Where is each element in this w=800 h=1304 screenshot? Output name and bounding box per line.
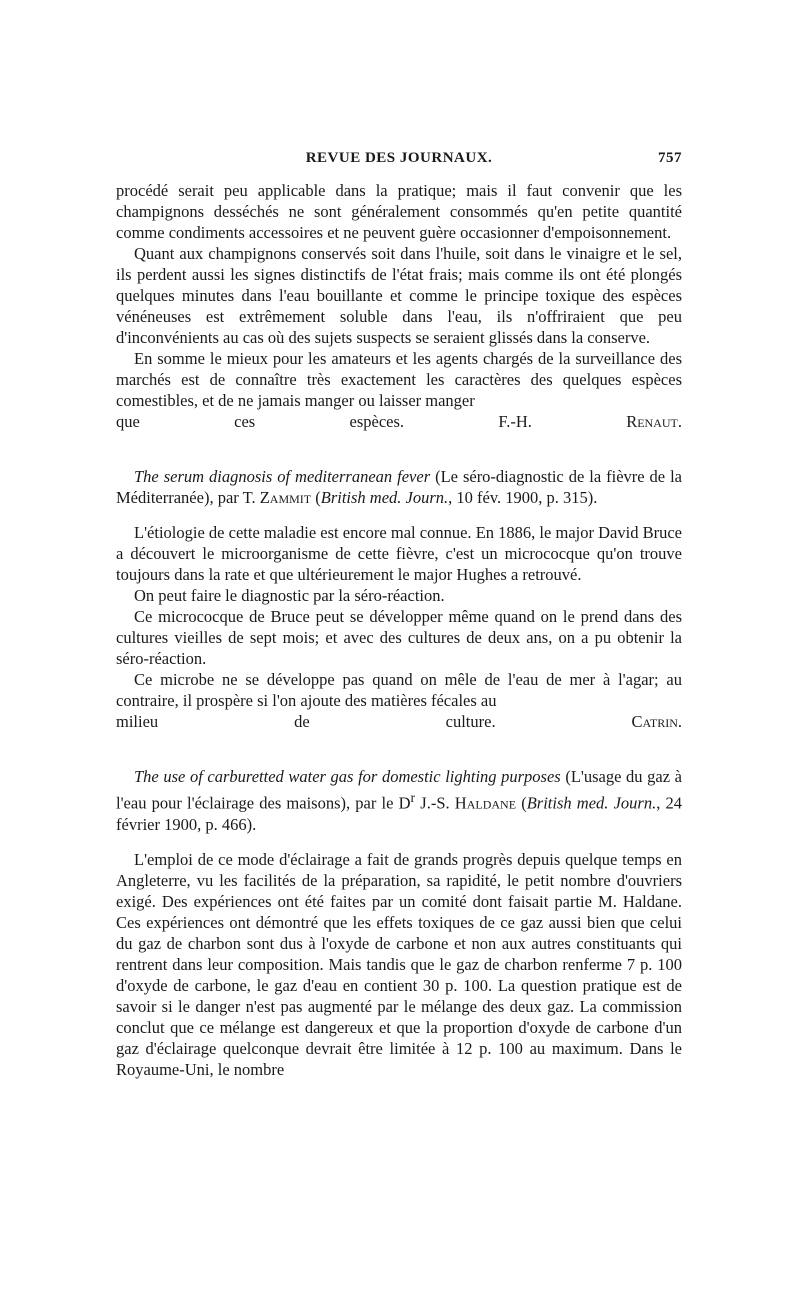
author: Haldane bbox=[454, 793, 517, 813]
paragraph: Ce micrococque de Bruce peut se développer même quand on le prend dans des cultures vieilles de sept mois; et avec des cultures de deux ans, on a pu obtenir la séro-réaction. bbox=[116, 607, 682, 668]
article-title: The use of carburetted water gas for domestic lighting purposes bbox=[134, 767, 561, 786]
paragraph: Quant aux champignons conservés soit dans l'huile, soit dans le vinaigre et le sel, ils perdent aussi les signes distinctifs de l'état frais; mais comme ils ont été plongés quelques minutes dans l'eau bouillante et comme le principe toxique des espèces vénéneuses est extrêmement soluble dans l'eau, ils n'offriraient que peu d'inconvénients au cas où des sujets suspects se seraient glissés dans la conserve. bbox=[116, 244, 682, 347]
paragraph: On peut faire le diagnostic par la séro-réaction. bbox=[134, 586, 445, 605]
paragraph: procédé serait peu applicable dans la pratique; mais il faut convenir que les champignons desséchés ne sont généralement consommés qu'en petite quantité comme condiments accessoires et ne peuvent guère occasionner d'empoisonnement. bbox=[116, 181, 682, 242]
running-head bbox=[116, 150, 682, 180]
article-champignons bbox=[116, 180, 682, 432]
paragraph: L'emploi de ce mode d'éclairage a fait de grands progrès depuis quelque temps en Angleterre, vu les facilités de la préparation, sa rapidité, le petit nombre d'ouvriers exigé. Des expériences ont été faites par un comité dont faisait partie M. Haldane. Ces expériences ont démontré que les effets toxiques de ce gaz aussi bien que celui du gaz de charbon sont dus à l'oxyde de carbone et non aux autres constituants qui rentrent dans leur composition. Mais tandis que le gaz de charbon renferme 7 p. 100 d'oxyde de carbone, le gaz d'eau en contient 30 p. 100. La question pratique est de savoir si le danger n'est pas augmenté par le mélange des deux gaz. La commission conclut que ce mélange est dangereux et que la proportion d'oxyde de carbone d'un gaz d'éclairage quelconque devrait être limitée à 12 p. 100 au maximum. Dans le Royaume-Uni, le nombre bbox=[116, 849, 682, 1079]
paragraph: Ce microbe ne se développe pas quand on mêle de l'eau de mer à l'agar; au contraire, il prospère si l'on ajoute des matières fécales au bbox=[116, 670, 682, 710]
paragraph-end: que ces espèces. bbox=[116, 412, 405, 431]
paragraph: L'étiologie de cette maladie est encore mal connue. En 1886, le major David Bruce a découvert le microorganisme de cette fièvre, c'est un micrococque qu'on trouve toujours dans la rate et que ultérieurement le major Hughes a retrouvé. bbox=[116, 523, 682, 584]
article-water-gas bbox=[116, 766, 682, 1080]
page bbox=[116, 150, 682, 1080]
signature-line bbox=[116, 411, 682, 432]
article-mediterranean-fever bbox=[116, 466, 682, 732]
article-heading: The use of carburetted water gas for domestic lighting purposes (L'usage du gaz à l'eau pour l'éclairage des maisons), par le $D^r$ J.-S. Haldane (British med. Journ., 24 février 1900, p. 466). bbox=[116, 767, 683, 834]
paragraph: En somme le mieux pour les amateurs et les agents chargés de la surveillance des marchés est de connaître très exactement les caractères des quelques espèces comestibles, et de ne jamais manger ou laisser manger bbox=[116, 349, 682, 410]
author: Zammit bbox=[259, 488, 312, 507]
paragraph-end: milieu de culture. bbox=[116, 712, 496, 731]
signature: F.-H. Renaut. bbox=[498, 412, 682, 431]
reference: , 24 février 1900, p. 466). bbox=[116, 793, 683, 834]
signature: Catrin. bbox=[631, 712, 682, 731]
running-title: REVUE DES JOURNAUX. bbox=[305, 150, 493, 166]
journal-name: British med. Journ. bbox=[526, 793, 657, 813]
article-heading: The serum diagnosis of mediterranean fever (Le séro-diagnostic de la fièvre de la Méditerranée), par T. Zammit (British med. Journ., 10 fév. 1900, p. 315). bbox=[116, 467, 682, 507]
reference: , 10 fév. 1900, p. 315). bbox=[448, 488, 598, 507]
article-title: The serum diagnosis of mediterranean fever bbox=[134, 467, 431, 486]
page-number: 757 bbox=[658, 150, 682, 166]
journal-name: British med. Journ. bbox=[320, 488, 449, 507]
signature-line bbox=[116, 711, 682, 732]
